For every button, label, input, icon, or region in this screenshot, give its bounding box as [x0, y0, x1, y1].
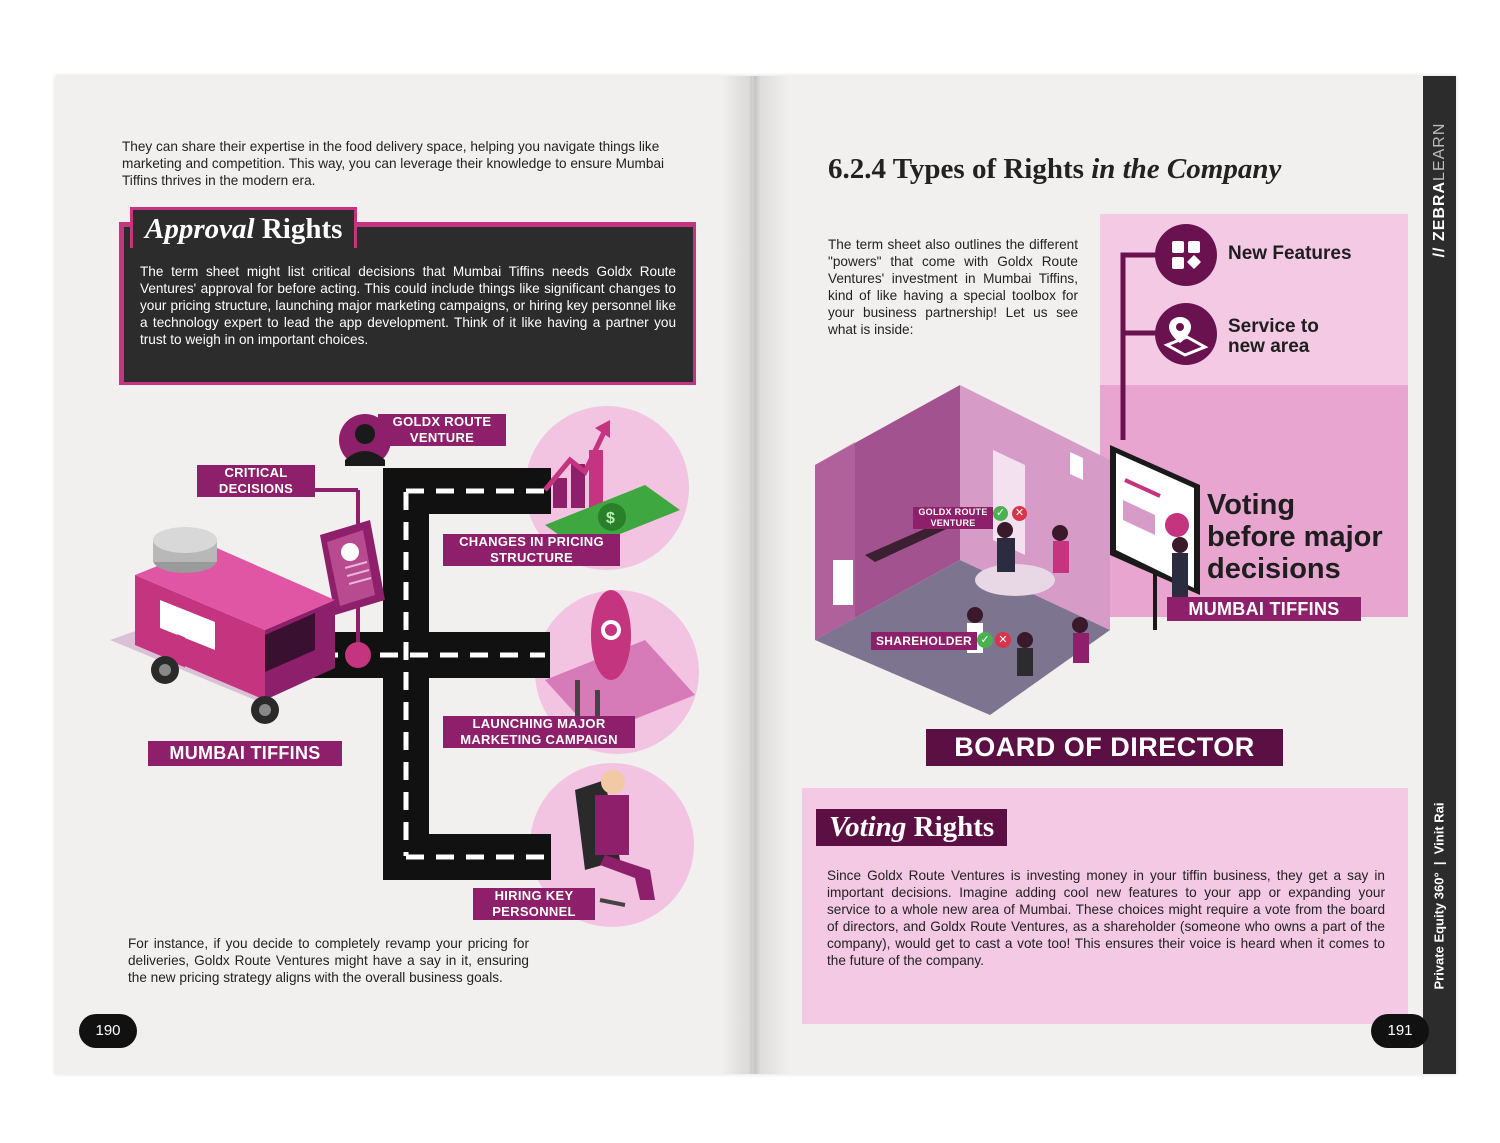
heading-italic: in the Company [1091, 153, 1282, 185]
check-icon-2: ✓ [977, 632, 993, 648]
label-critical-decisions: CRITICAL DECISIONS [197, 465, 315, 497]
page-number-right: 191 [1371, 1014, 1429, 1048]
label-launching-marketing: LAUNCHING MAJOR MARKETING CAMPAIGN [443, 716, 635, 748]
label-shareholder: SHAREHOLDER [871, 632, 977, 650]
voting-big-line-3: decisions [1207, 553, 1341, 585]
approval-title-rest: Rights [254, 213, 343, 245]
brand-light: LEARN [1431, 122, 1448, 181]
side-brand-logo: // ZEBRALEARN [1431, 122, 1448, 258]
service-line-1: Service to [1228, 316, 1319, 337]
voting-title-rest: Rights [906, 811, 995, 843]
brand-bold: ZEBRA [1431, 180, 1448, 242]
new-features-icon [1155, 224, 1217, 286]
page-gutter-shadow [720, 76, 790, 1074]
side-footer-text: Private Equity 360° | Vinit Rai [1431, 802, 1447, 990]
check-icon-1: ✓ [993, 506, 1008, 521]
approval-rights-text: The term sheet might list critical decisions that Mumbai Tiffins needs Goldx Route Ventures' approval for before acting. This could include things like significant changes to your pricing structure, launching major marketing campaigns, or hiring key personnel like a technology expert to lead the app development. Think of it like having a partner you trust to weigh in on important choices. [140, 264, 676, 347]
voting-rights-text: Since Goldx Route Ventures is investing money in your tiffin business, they get a say in important decisions. Imagine adding cool new features to your app or expanding your service to a whole new area of Mumbai. These choices might require a vote from the board of directors, and Goldx Route Ventures, as a shareholder (someone who owns a part of the company), would get to cast a vote too! This ensures their voice is heard when it comes to the future of the company. [827, 868, 1385, 968]
left-bottom-text: For instance, if you decide to completely revamp your pricing for deliveries, Goldx Route Ventures might have a say in it, ensuring the new pricing strategy aligns with the overall business goals. [128, 936, 529, 985]
voting-big-line-1: Voting [1207, 489, 1296, 521]
service-area-label [1228, 317, 1319, 357]
service-area-icon [1155, 303, 1217, 365]
label-board-of-director: BOARD OF DIRECTOR [926, 729, 1283, 766]
approval-title-italic: Approval [145, 213, 255, 245]
new-features-label: New Features [1228, 243, 1352, 264]
voting-big-line-2: before major [1207, 521, 1383, 553]
section-heading [828, 153, 1281, 186]
approval-rights-title [130, 207, 357, 248]
label-goldx-boardroom: GOLDX ROUTE VENTURE [913, 507, 993, 529]
label-changes-in-pricing: CHANGES IN PRICING STRUCTURE [443, 534, 620, 566]
label-goldx-route-venture: GOLDX ROUTE VENTURE [378, 414, 506, 446]
service-line-2: new area [1228, 336, 1310, 357]
right-intro-text: The term sheet also outlines the different "powers" that come with Goldx Route Ventures' investment in Mumbai Tiffins, kind of like having a special toolbox for your business partnership! Let us see what is inside: [828, 237, 1078, 337]
left-intro-text: They can share their expertise in the food delivery space, helping you navigate things like marketing and competition. This way, you can leverage their knowledge to ensure Mumbai Tiffins thrives in the modern era. [122, 139, 665, 188]
label-mumbai-tiffins-left: MUMBAI TIFFINS [148, 741, 342, 766]
food-truck-icon [110, 527, 335, 724]
connector-node [345, 642, 371, 668]
cross-icon-2: ✕ [995, 632, 1011, 648]
heading-plain: 6.2.4 Types of Rights [828, 153, 1092, 185]
label-hiring-key-personnel: HIRING KEY PERSONNEL [473, 888, 595, 920]
svg-text:$: $ [606, 510, 615, 527]
page-number-left: 190 [79, 1014, 137, 1048]
voting-big-text [1207, 489, 1383, 585]
approval-infographic [105, 400, 705, 935]
voting-title-italic: Voting [829, 811, 907, 843]
label-mumbai-tiffins-right: MUMBAI TIFFINS [1167, 597, 1361, 621]
voting-rights-title [816, 809, 1007, 846]
cross-icon-1: ✕ [1012, 506, 1027, 521]
